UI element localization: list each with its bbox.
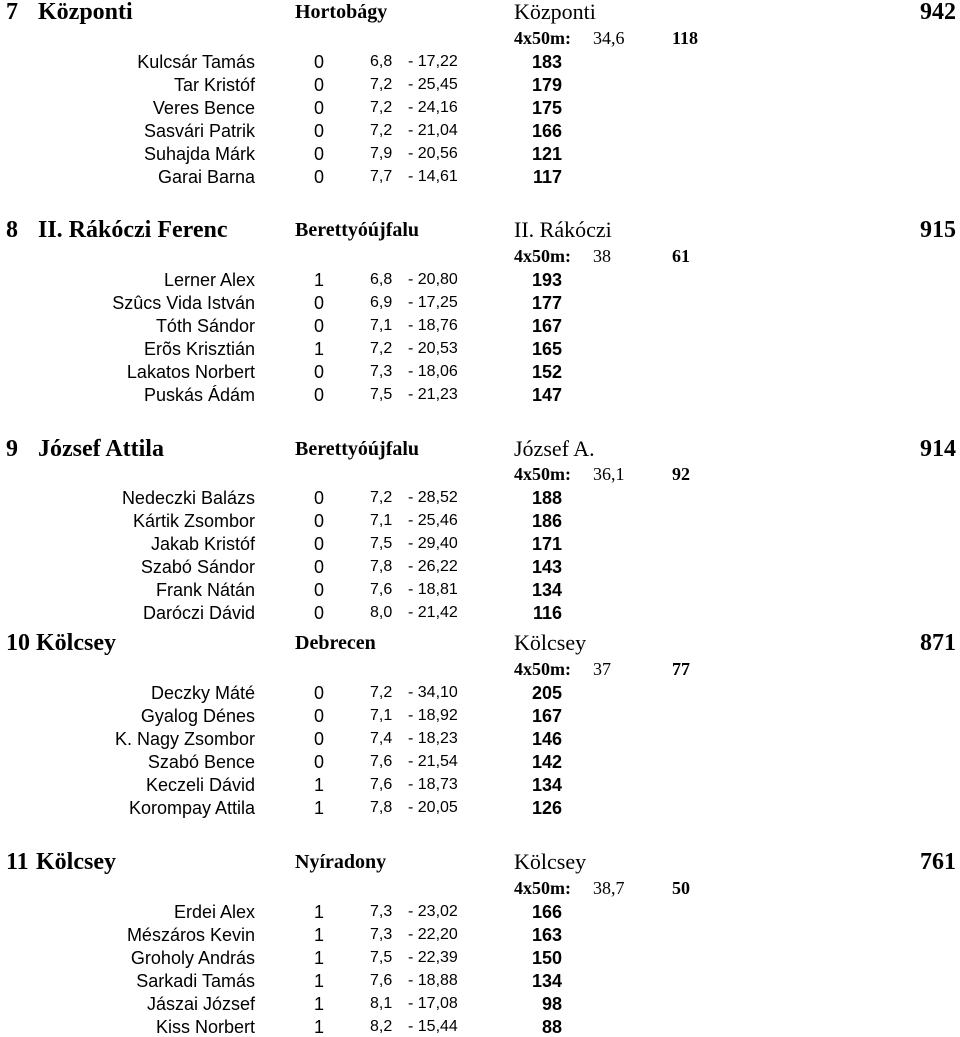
member-name: Puskás Ádám — [143, 385, 255, 405]
member-bonus: 7,6 — [370, 753, 393, 770]
team-town: Berettyóújfalu — [295, 219, 420, 241]
member-name: Jakab Kristóf — [150, 534, 255, 554]
member-bonus: 8,2 — [370, 1018, 393, 1035]
member-bonus: 7,5 — [370, 386, 393, 403]
member-bonus: 7,8 — [370, 799, 393, 816]
team-school: Központi — [514, 0, 596, 24]
member-penalty: - 21,23 — [408, 386, 458, 403]
member-bonus: 7,1 — [370, 512, 393, 529]
member-bonus: 7,6 — [370, 776, 393, 793]
member-points: 186 — [531, 511, 562, 531]
member-flag: 0 — [314, 52, 325, 72]
member-name: Lerner Alex — [163, 270, 255, 290]
team-town: Debrecen — [295, 632, 376, 654]
member-points: 188 — [531, 488, 562, 508]
team-name: József Attila — [38, 436, 164, 462]
team-total: 942 — [920, 0, 956, 25]
member-bonus: 7,4 — [370, 730, 393, 747]
member-penalty: - 18,76 — [408, 317, 458, 334]
member-flag: 0 — [314, 121, 325, 141]
member-bonus: 7,5 — [370, 949, 393, 966]
member-bonus: 7,6 — [370, 581, 393, 598]
member-flag: 0 — [314, 534, 325, 554]
team-total: 915 — [920, 217, 956, 243]
member-flag: 0 — [314, 75, 325, 95]
member-flag: 0 — [314, 167, 325, 187]
member-points: 134 — [531, 580, 562, 600]
team-rank: 8 — [6, 217, 18, 243]
member-name: Erdei Alex — [173, 902, 255, 922]
relay-label: 4x50m: — [514, 246, 571, 266]
member-points: 121 — [531, 144, 562, 164]
member-flag: 0 — [314, 98, 325, 118]
member-bonus: 7,2 — [370, 340, 393, 357]
member-flag: 0 — [314, 488, 325, 508]
member-flag: 0 — [314, 362, 325, 382]
member-penalty: - 29,40 — [408, 535, 458, 552]
relay-time: 37 — [593, 659, 611, 679]
member-name: Suhajda Márk — [143, 144, 255, 164]
member-penalty: - 34,10 — [408, 684, 458, 701]
member-flag: 0 — [314, 683, 325, 703]
member-bonus: 7,2 — [370, 76, 393, 93]
member-points: 126 — [531, 798, 562, 818]
member-bonus: 7,2 — [370, 489, 393, 506]
team-school: Kölcsey — [514, 630, 587, 655]
member-penalty: - 22,20 — [408, 926, 458, 943]
member-name: Szûcs Vida István — [112, 293, 255, 313]
member-penalty: - 25,46 — [408, 512, 458, 529]
member-name: Kiss Norbert — [155, 1017, 255, 1037]
member-points: 134 — [531, 971, 562, 991]
member-flag: 1 — [314, 902, 325, 922]
team-total: 914 — [920, 436, 956, 462]
member-bonus: 7,6 — [370, 972, 393, 989]
member-penalty: - 20,05 — [408, 799, 458, 816]
team-name: Kölcsey — [36, 630, 116, 656]
member-points: 152 — [531, 362, 562, 382]
relay-points: 118 — [672, 28, 699, 48]
member-flag: 1 — [314, 798, 325, 818]
member-penalty: - 17,25 — [408, 294, 458, 311]
relay-time: 34,6 — [593, 28, 625, 48]
member-name: Garai Barna — [157, 167, 255, 187]
member-name: K. Nagy Zsombor — [114, 729, 255, 749]
member-bonus: 6,9 — [370, 294, 393, 311]
member-penalty: - 18,81 — [408, 581, 458, 598]
member-penalty: - 18,06 — [408, 363, 458, 380]
member-flag: 0 — [314, 144, 325, 164]
member-flag: 1 — [314, 948, 325, 968]
team-rank: 7 — [6, 0, 18, 25]
member-points: 116 — [532, 603, 562, 623]
member-points: 142 — [531, 752, 562, 772]
team-school: József A. — [514, 436, 595, 461]
member-name: Lakatos Norbert — [126, 362, 255, 382]
member-name: Kulcsár Tamás — [137, 52, 255, 72]
team-name: Központi — [38, 0, 133, 25]
member-name: Jászai József — [146, 994, 255, 1014]
member-points: 166 — [531, 121, 562, 141]
member-points: 166 — [531, 902, 562, 922]
member-name: Gyalog Dénes — [140, 706, 255, 726]
member-flag: 0 — [314, 316, 325, 336]
member-name: Keczeli Dávid — [145, 775, 255, 795]
member-name: Sarkadi Tamás — [136, 971, 255, 991]
member-bonus: 7,1 — [370, 707, 393, 724]
member-flag: 0 — [314, 557, 325, 577]
member-bonus: 8,0 — [370, 604, 393, 621]
member-points: 147 — [531, 385, 562, 405]
member-name: Kártik Zsombor — [132, 511, 255, 531]
member-bonus: 7,7 — [370, 168, 393, 185]
member-name: Szabó Sándor — [140, 557, 255, 577]
relay-label: 4x50m: — [514, 659, 571, 679]
member-flag: 0 — [314, 511, 325, 531]
team-rank: 10 — [6, 630, 30, 656]
team-rank: 11 — [6, 849, 29, 875]
member-name: Sasvári Patrik — [143, 121, 255, 141]
relay-label: 4x50m: — [514, 28, 571, 48]
relay-points: 61 — [672, 246, 690, 266]
member-penalty: - 28,52 — [408, 489, 458, 506]
relay-label: 4x50m: — [514, 878, 571, 898]
member-flag: 1 — [314, 971, 325, 991]
member-name: Nedeczki Balázs — [121, 488, 255, 508]
member-name: Korompay Attila — [128, 798, 255, 818]
member-penalty: - 23,02 — [408, 903, 458, 920]
member-bonus: 7,3 — [370, 363, 393, 380]
team-name: Kölcsey — [36, 849, 116, 875]
member-name: Erõs Krisztián — [143, 339, 255, 359]
member-bonus: 8,1 — [370, 995, 393, 1012]
member-penalty: - 20,53 — [408, 340, 458, 357]
member-points: 167 — [531, 316, 562, 336]
member-points: 163 — [531, 925, 562, 945]
team-town: Berettyóújfalu — [295, 438, 420, 460]
member-flag: 0 — [314, 752, 325, 772]
member-flag: 1 — [314, 1017, 325, 1037]
member-flag: 0 — [314, 603, 325, 623]
relay-points: 92 — [672, 464, 690, 484]
member-bonus: 7,3 — [370, 903, 393, 920]
member-bonus: 7,3 — [370, 926, 393, 943]
member-bonus: 7,1 — [370, 317, 393, 334]
member-name: Szabó Bence — [147, 752, 255, 772]
member-penalty: - 18,23 — [408, 730, 458, 747]
member-flag: 0 — [314, 385, 325, 405]
team-rank: 9 — [6, 436, 18, 462]
relay-points: 77 — [672, 659, 690, 679]
member-bonus: 6,8 — [370, 271, 393, 288]
member-name: Tar Kristóf — [173, 75, 255, 95]
member-name: Frank Nátán — [155, 580, 255, 600]
member-points: 165 — [531, 339, 562, 359]
member-penalty: - 20,80 — [408, 271, 458, 288]
member-flag: 1 — [314, 925, 325, 945]
member-penalty: - 25,45 — [408, 76, 458, 93]
member-name: Daróczi Dávid — [142, 603, 255, 623]
member-penalty: - 17,08 — [408, 995, 458, 1012]
member-flag: 0 — [314, 706, 325, 726]
member-penalty: - 18,88 — [408, 972, 458, 989]
member-points: 88 — [541, 1017, 562, 1037]
member-flag: 0 — [314, 729, 325, 749]
team-town: Nyíradony — [295, 851, 387, 873]
member-penalty: - 21,04 — [408, 122, 458, 139]
member-name: Mészáros Kevin — [126, 925, 255, 945]
member-name: Groholy András — [130, 948, 255, 968]
relay-time: 38,7 — [593, 878, 625, 898]
member-flag: 1 — [314, 270, 325, 290]
member-bonus: 7,8 — [370, 558, 393, 575]
member-penalty: - 18,73 — [408, 776, 458, 793]
team-town: Hortobágy — [295, 1, 388, 23]
member-points: 150 — [531, 948, 562, 968]
team-name: II. Rákóczi Ferenc — [38, 217, 228, 243]
team-total: 761 — [920, 849, 956, 875]
member-bonus: 7,5 — [370, 535, 393, 552]
member-points: 175 — [531, 98, 562, 118]
member-points: 167 — [531, 706, 562, 726]
member-flag: 1 — [314, 339, 325, 359]
member-flag: 0 — [314, 293, 325, 313]
member-bonus: 7,2 — [370, 122, 393, 139]
member-points: 134 — [531, 775, 562, 795]
member-points: 143 — [531, 557, 562, 577]
member-penalty: - 22,39 — [408, 949, 458, 966]
member-points: 183 — [531, 52, 562, 72]
member-bonus: 7,9 — [370, 145, 393, 162]
team-school: Kölcsey — [514, 849, 587, 874]
relay-time: 36,1 — [593, 464, 625, 484]
member-flag: 0 — [314, 580, 325, 600]
member-flag: 1 — [314, 994, 325, 1014]
member-name: Veres Bence — [152, 98, 255, 118]
member-penalty: - 20,56 — [408, 145, 458, 162]
relay-label: 4x50m: — [514, 464, 571, 484]
member-points: 171 — [531, 534, 562, 554]
member-bonus: 6,8 — [370, 53, 393, 70]
member-penalty: - 15,44 — [408, 1018, 458, 1035]
member-name: Tóth Sándor — [155, 316, 255, 336]
relay-points: 50 — [672, 878, 690, 898]
member-penalty: - 21,54 — [408, 753, 458, 770]
member-points: 146 — [531, 729, 562, 749]
member-bonus: 7,2 — [370, 684, 393, 701]
member-points: 193 — [531, 270, 562, 290]
team-total: 871 — [920, 630, 956, 656]
member-penalty: - 18,92 — [408, 707, 458, 724]
member-bonus: 7,2 — [370, 99, 393, 116]
member-penalty: - 17,22 — [408, 53, 458, 70]
member-points: 177 — [531, 293, 562, 313]
member-name: Deczky Máté — [150, 683, 255, 703]
member-flag: 1 — [314, 775, 325, 795]
member-points: 98 — [541, 994, 562, 1014]
member-points: 205 — [531, 683, 562, 703]
member-penalty: - 14,61 — [408, 168, 458, 185]
member-points: 179 — [531, 75, 562, 95]
member-penalty: - 24,16 — [408, 99, 458, 116]
team-school: II. Rákóczi — [514, 217, 612, 242]
relay-time: 38 — [593, 246, 611, 266]
member-points: 117 — [532, 167, 562, 187]
member-penalty: - 26,22 — [408, 558, 458, 575]
member-penalty: - 21,42 — [408, 604, 458, 621]
